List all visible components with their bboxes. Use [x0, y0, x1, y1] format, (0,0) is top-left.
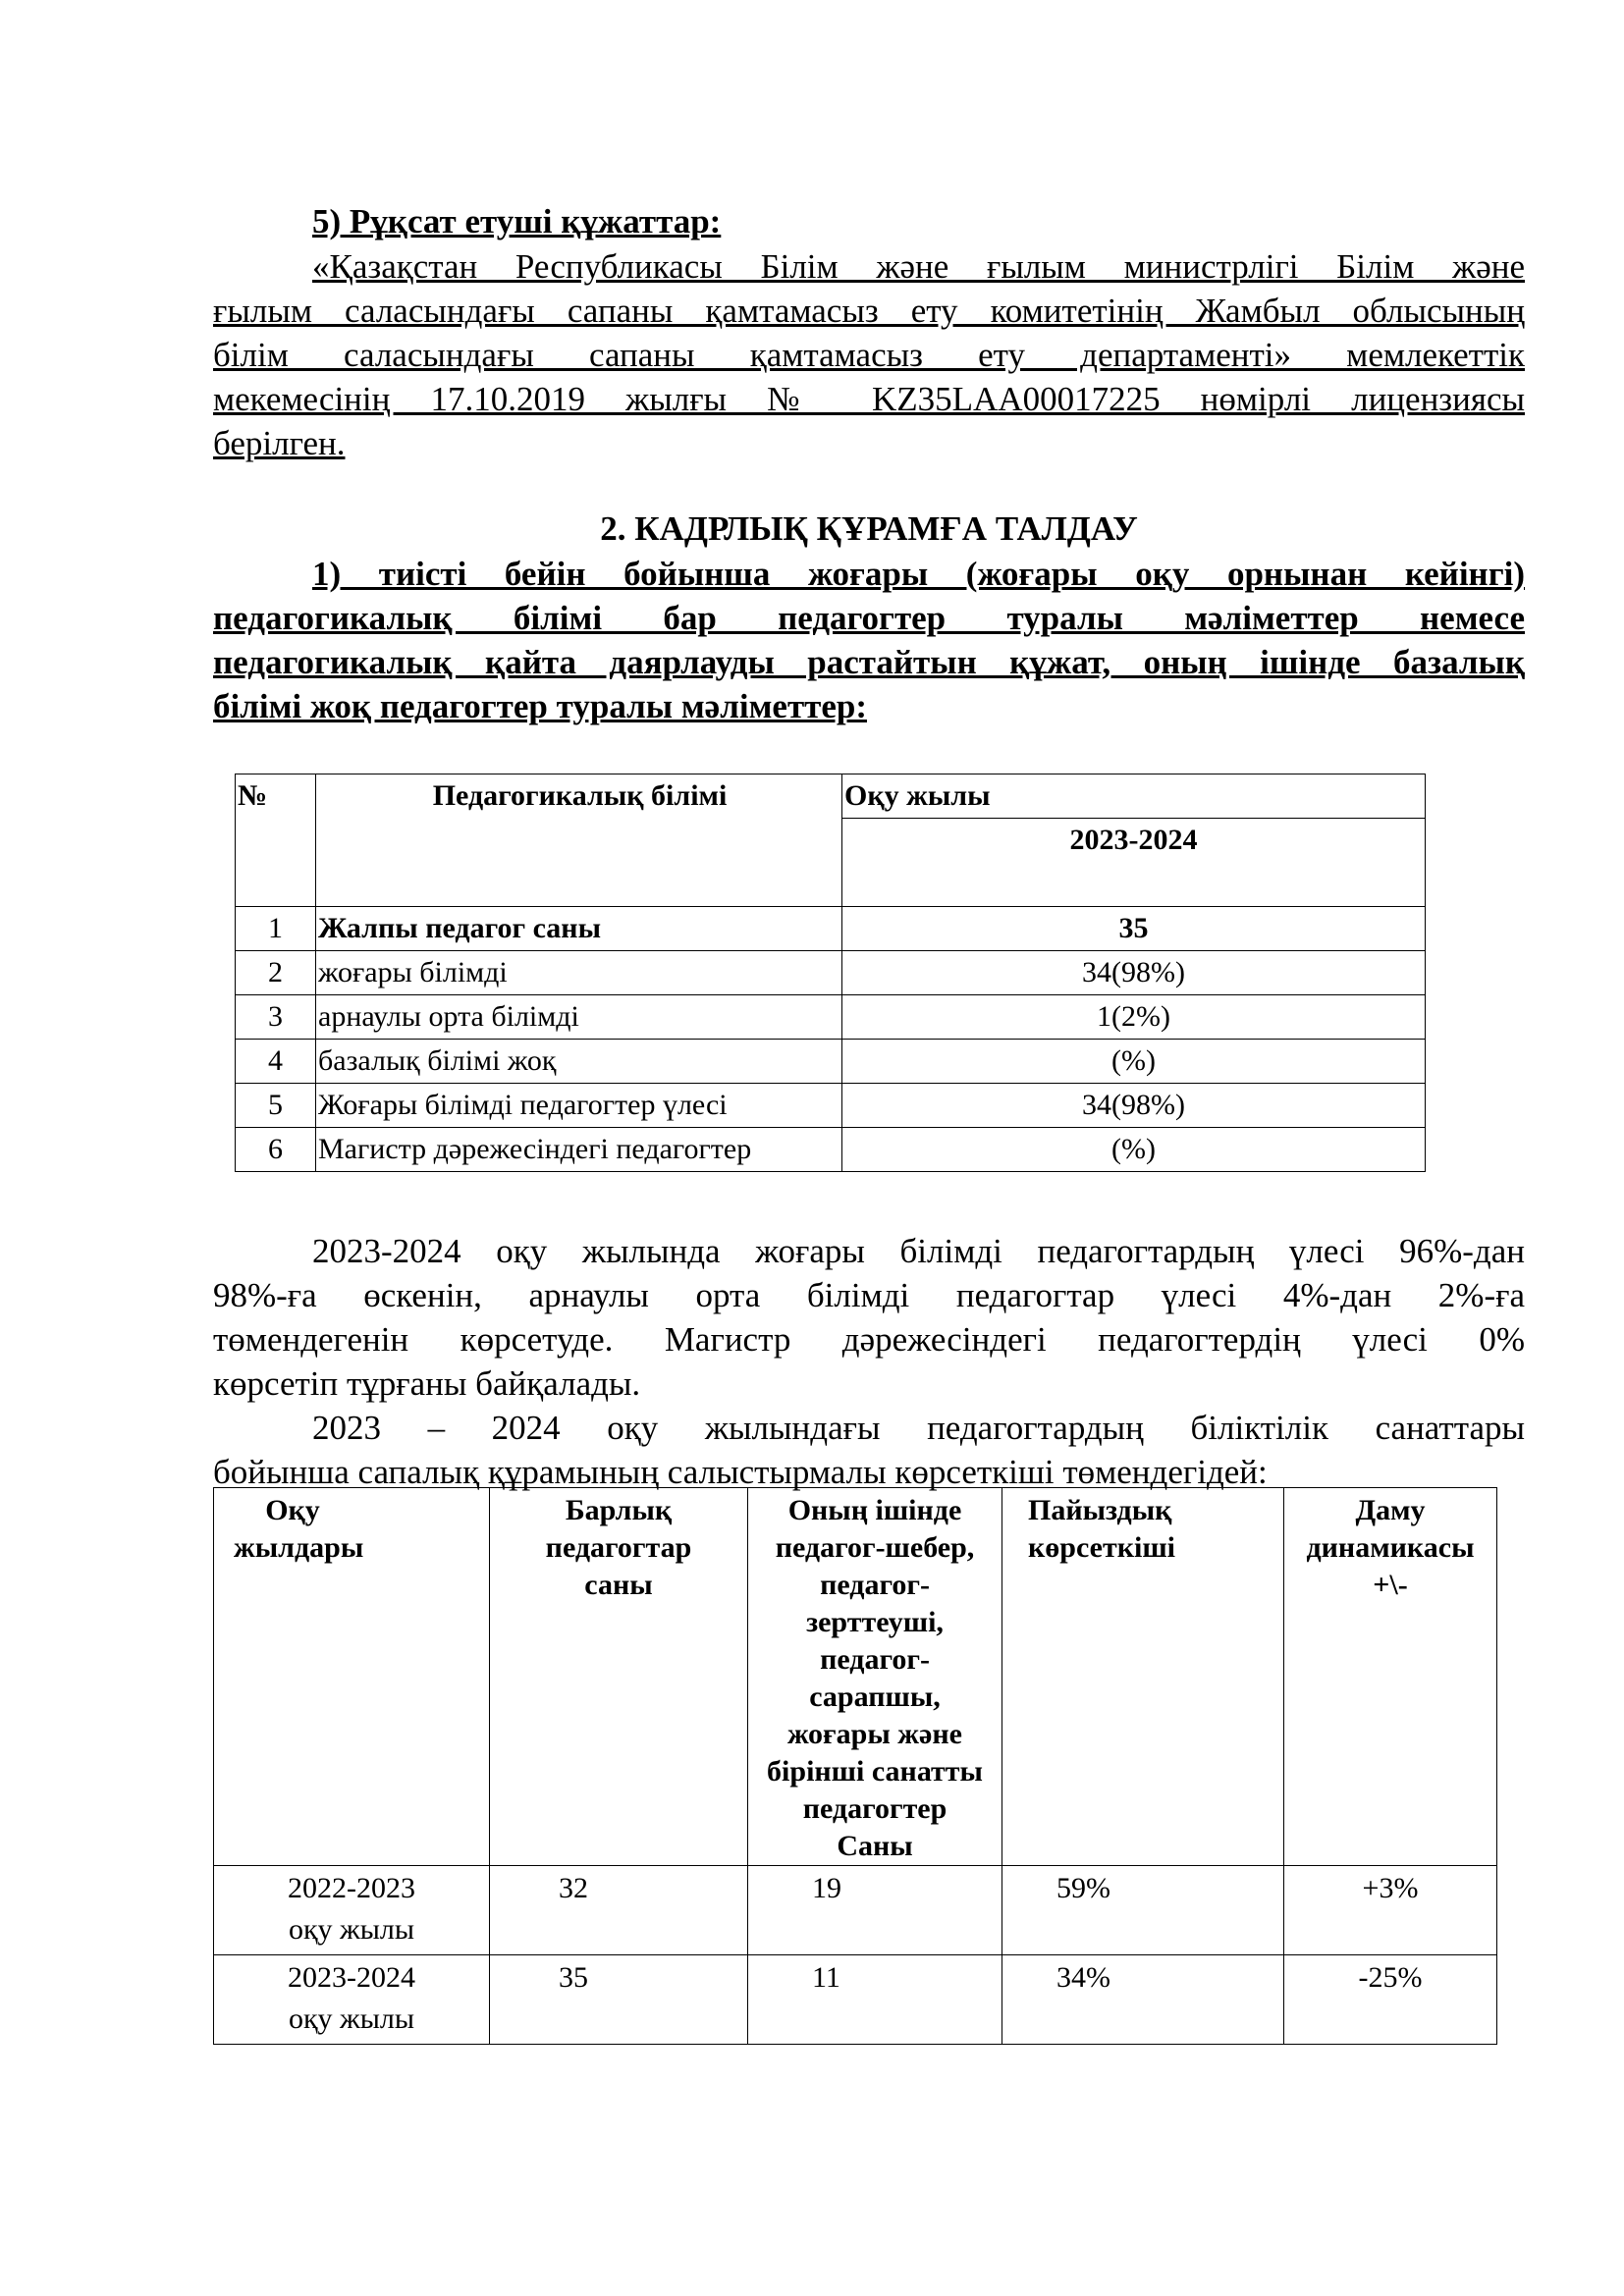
- row-number: 3: [236, 995, 316, 1040]
- row-dynamic: +3%: [1284, 1866, 1497, 1955]
- row-year-text: 2023-2024 оқу жылы: [288, 1961, 415, 2035]
- table-row: [236, 1084, 1426, 1128]
- section5-heading: 5) Рұқсат етуші құжаттар:: [312, 202, 722, 240]
- row-year: [214, 1955, 490, 2045]
- education-table: [235, 774, 1426, 1172]
- col-header-percent-text: Пайыздық көрсеткіші: [1028, 1494, 1175, 1564]
- row-dynamic: -25%: [1284, 1955, 1497, 2045]
- row-value: (%): [842, 1128, 1426, 1172]
- row-percent: 34%: [1002, 1955, 1284, 2045]
- row-value: 34(98%): [842, 951, 1426, 995]
- row-number: 5: [236, 1084, 316, 1128]
- row-value: 34(98%): [842, 1084, 1426, 1128]
- col-header-qualified: [748, 1488, 1002, 1866]
- section5-line-2: ғылым саласындағы сапаны қамтамасыз ету комитетінің Жамбыл облысының: [213, 292, 1525, 330]
- qualification-table: [213, 1487, 1497, 2045]
- table-row: [214, 1866, 1497, 1955]
- row-year-text: 2022-2023 оқу жылы: [288, 1872, 415, 1946]
- section5-line-5: берілген.: [213, 424, 346, 462]
- col-header-total-text: Барлық педагогтар саны: [545, 1494, 692, 1601]
- paragraph2-line-2: бойынша сапалық құрамының салыстырмалы көрсеткіші төмендегідей:: [213, 1453, 1268, 1491]
- row-label: арнаулы орта білімді: [316, 995, 842, 1040]
- row-label: Магистр дәрежесіндегі педагогтер: [316, 1128, 842, 1172]
- table-row: [236, 907, 1426, 951]
- row-value: 35: [842, 907, 1426, 951]
- col-header-dynamic: [1284, 1488, 1497, 1866]
- col-header-dynamic-text: Даму динамикасы +\-: [1306, 1494, 1475, 1601]
- paragraph1-line-3: төмендегенін көрсетуде. Магистр дәрежесіндегі педагогтердің үлесі 0%: [213, 1320, 1525, 1359]
- row-percent: 59%: [1002, 1866, 1284, 1955]
- row-label: Жоғары білімді педагогтер үлесі: [316, 1084, 842, 1128]
- col-header-education: Педагогикалық білімі: [316, 774, 842, 907]
- section2-line-4: білімі жоқ педагогтер туралы мәліметтер:: [213, 687, 867, 725]
- section2-line-1: 1) тиісті бейін бойынша жоғары (жоғары оқу орнынан кейінгі): [312, 555, 1525, 593]
- col-header-num: №: [236, 774, 316, 907]
- row-year: [214, 1866, 490, 1955]
- paragraph1-line-2: 98%-ға өскенін, арнаулы орта білімді педагогтар үлесі 4%-дан 2%-ға: [213, 1276, 1525, 1314]
- row-number: 2: [236, 951, 316, 995]
- col-header-year: 2023-2024: [842, 819, 1426, 907]
- row-total: 32: [490, 1866, 748, 1955]
- paragraph2-line-1: 2023 – 2024 оқу жылындағы педагогтардың біліктілік санаттары: [312, 1409, 1525, 1447]
- col-header-years-text: Оқу жылдары: [234, 1494, 364, 1564]
- table-row: [236, 951, 1426, 995]
- row-value: (%): [842, 1040, 1426, 1084]
- table-row: [236, 1040, 1426, 1084]
- col-header-qualified-text: Оның ішінде педагог-шебер, педагог-зерттеуші, педагог-сарапшы, жоғары және бірінші санатты педагогтер Саны: [767, 1494, 983, 1862]
- section2-line-3: педагогикалық қайта даярлауды растайтын құжат, оның ішінде базалық: [213, 643, 1525, 681]
- section2-line-2: педагогикалық білімі бар педагогтер туралы мәліметтер немесе: [213, 599, 1525, 637]
- paragraph1-line-4: көрсетіп тұрғаны байқалады.: [213, 1364, 641, 1403]
- col-header-year-group: Оқу жылы: [842, 774, 1426, 819]
- row-label: жоғары білімді: [316, 951, 842, 995]
- row-number: 1: [236, 907, 316, 951]
- section5-line-1: «Қазақстан Республикасы Білім және ғылым министрлігі Білім және: [312, 247, 1525, 286]
- row-label: Жалпы педагог саны: [316, 907, 842, 951]
- row-number: 4: [236, 1040, 316, 1084]
- row-qualified: 19: [748, 1866, 1002, 1955]
- table-row: [214, 1955, 1497, 2045]
- section2-title: 2. КАДРЛЫҚ ҚҰРАМҒА ТАЛДАУ: [600, 509, 1138, 548]
- paragraph1-line-1: 2023-2024 оқу жылында жоғары білімді педагогтардың үлесі 96%-дан: [312, 1232, 1525, 1270]
- col-header-total: [490, 1488, 748, 1866]
- section5-line-3: білім саласындағы сапаны қамтамасыз ету департаменті» мемлекеттік: [213, 336, 1525, 374]
- row-label: базалық білімі жоқ: [316, 1040, 842, 1084]
- table-row: [236, 1128, 1426, 1172]
- row-qualified: 11: [748, 1955, 1002, 2045]
- col-header-percent: [1002, 1488, 1284, 1866]
- col-header-years: [214, 1488, 490, 1866]
- section5-line-4: мекемесінің 17.10.2019 жылғы № KZ35LAA00017225 нөмірлі лицензиясы: [213, 380, 1525, 418]
- table-row: [236, 995, 1426, 1040]
- row-total: 35: [490, 1955, 748, 2045]
- row-value: 1(2%): [842, 995, 1426, 1040]
- row-number: 6: [236, 1128, 316, 1172]
